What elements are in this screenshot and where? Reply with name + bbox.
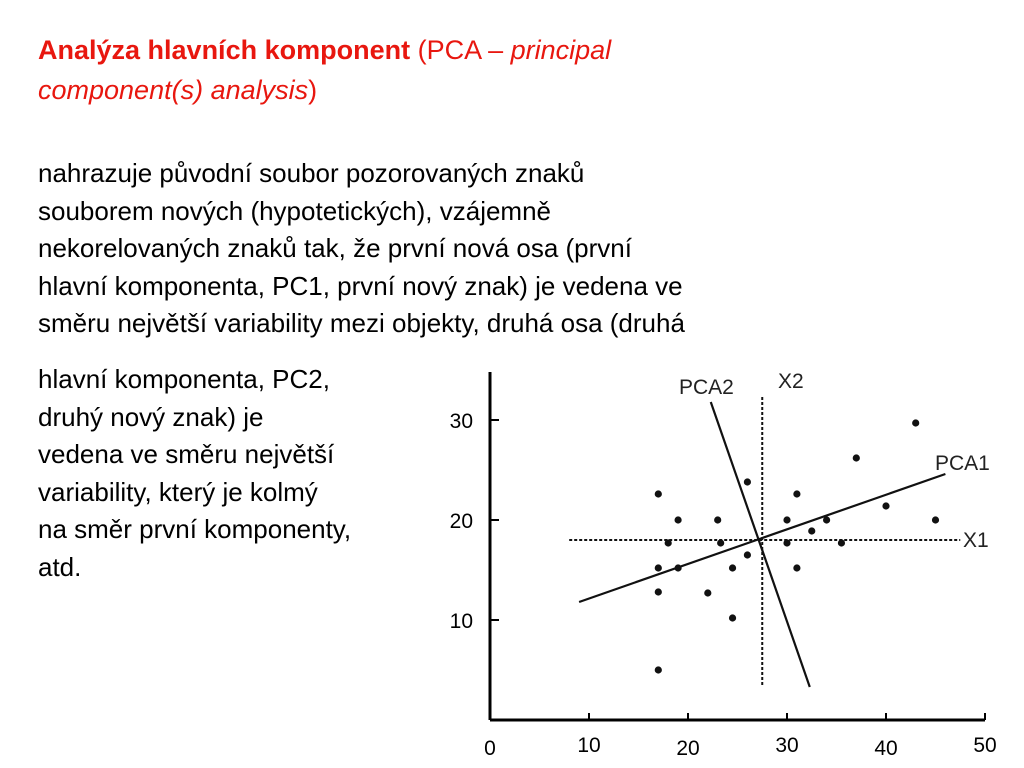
- slide-title: [38, 30, 798, 110]
- pca-scatter-chart: [440, 360, 1020, 765]
- paragraph-line: souborem nových (hypotetických), vzájemně: [38, 195, 552, 226]
- data-point: [729, 564, 736, 571]
- x-tick-label: 50: [973, 734, 997, 757]
- title-bold: Analýza hlavních komponent: [38, 35, 411, 65]
- data-point: [655, 588, 662, 595]
- data-point: [675, 564, 682, 571]
- y-tick-label: 10: [449, 610, 473, 633]
- paragraph-line: hlavní komponenta, PC1, první nový znak) je vedena ve: [38, 270, 683, 301]
- data-point: [675, 516, 682, 523]
- paragraph-line: hlavní komponenta, PC2,: [38, 364, 330, 394]
- data-point: [744, 551, 751, 558]
- axis-label-x2: X2: [778, 370, 804, 393]
- data-point: [655, 490, 662, 497]
- data-point: [655, 666, 662, 673]
- data-point: [808, 527, 815, 534]
- data-point: [853, 454, 860, 461]
- data-point: [838, 539, 845, 546]
- data-point: [783, 516, 790, 523]
- x-tick-label: 30: [775, 734, 799, 757]
- data-point: [717, 539, 724, 546]
- data-point: [912, 419, 919, 426]
- axis-label-pca2: PCA2: [679, 376, 734, 399]
- data-point: [744, 478, 751, 485]
- title-italic-1: principal: [510, 35, 612, 65]
- data-point: [655, 564, 662, 571]
- data-point: [793, 490, 800, 497]
- axis-label-x1: X1: [963, 529, 989, 552]
- paragraph-line: vedena ve směru největší: [38, 439, 335, 469]
- data-point: [932, 516, 939, 523]
- data-point: [882, 502, 889, 509]
- paragraph-line: na směr první komponenty,: [38, 514, 352, 544]
- paragraph-line: nekorelovaných znaků tak, že první nová osa (první: [38, 233, 632, 263]
- data-point: [793, 564, 800, 571]
- paragraph-line: druhý nový znak) je: [38, 401, 264, 432]
- axis-label-pca1: PCA1: [935, 452, 990, 475]
- paragraph-line: nahrazuje původní soubor pozorovaných znaků: [38, 158, 585, 188]
- data-point: [729, 614, 736, 621]
- x-tick-label: 10: [577, 734, 601, 757]
- x-tick-label: 40: [874, 737, 898, 760]
- x-tick-label: 0: [484, 737, 496, 760]
- title-paren-close: ): [308, 75, 318, 105]
- title-paren-open: (PCA –: [410, 35, 511, 65]
- paragraph-line: variability, který je kolmý: [38, 476, 318, 507]
- axis-line-pca2: [711, 402, 810, 687]
- title-italic-2: component(s) analysis: [38, 75, 309, 105]
- data-point: [665, 539, 672, 546]
- data-point: [714, 516, 721, 523]
- data-point: [704, 589, 711, 596]
- paragraph-line: směru největší variability mezi objekty, druhá osa (druhá: [38, 308, 685, 338]
- y-tick-label: 30: [449, 410, 473, 433]
- y-tick-label: 20: [449, 510, 473, 533]
- data-point: [823, 516, 830, 523]
- x-tick-label: 20: [676, 737, 700, 760]
- paragraph-beside-chart: [38, 361, 351, 586]
- data-point: [783, 539, 790, 546]
- paragraph-full-width: [38, 155, 685, 343]
- paragraph-line: atd.: [38, 551, 82, 582]
